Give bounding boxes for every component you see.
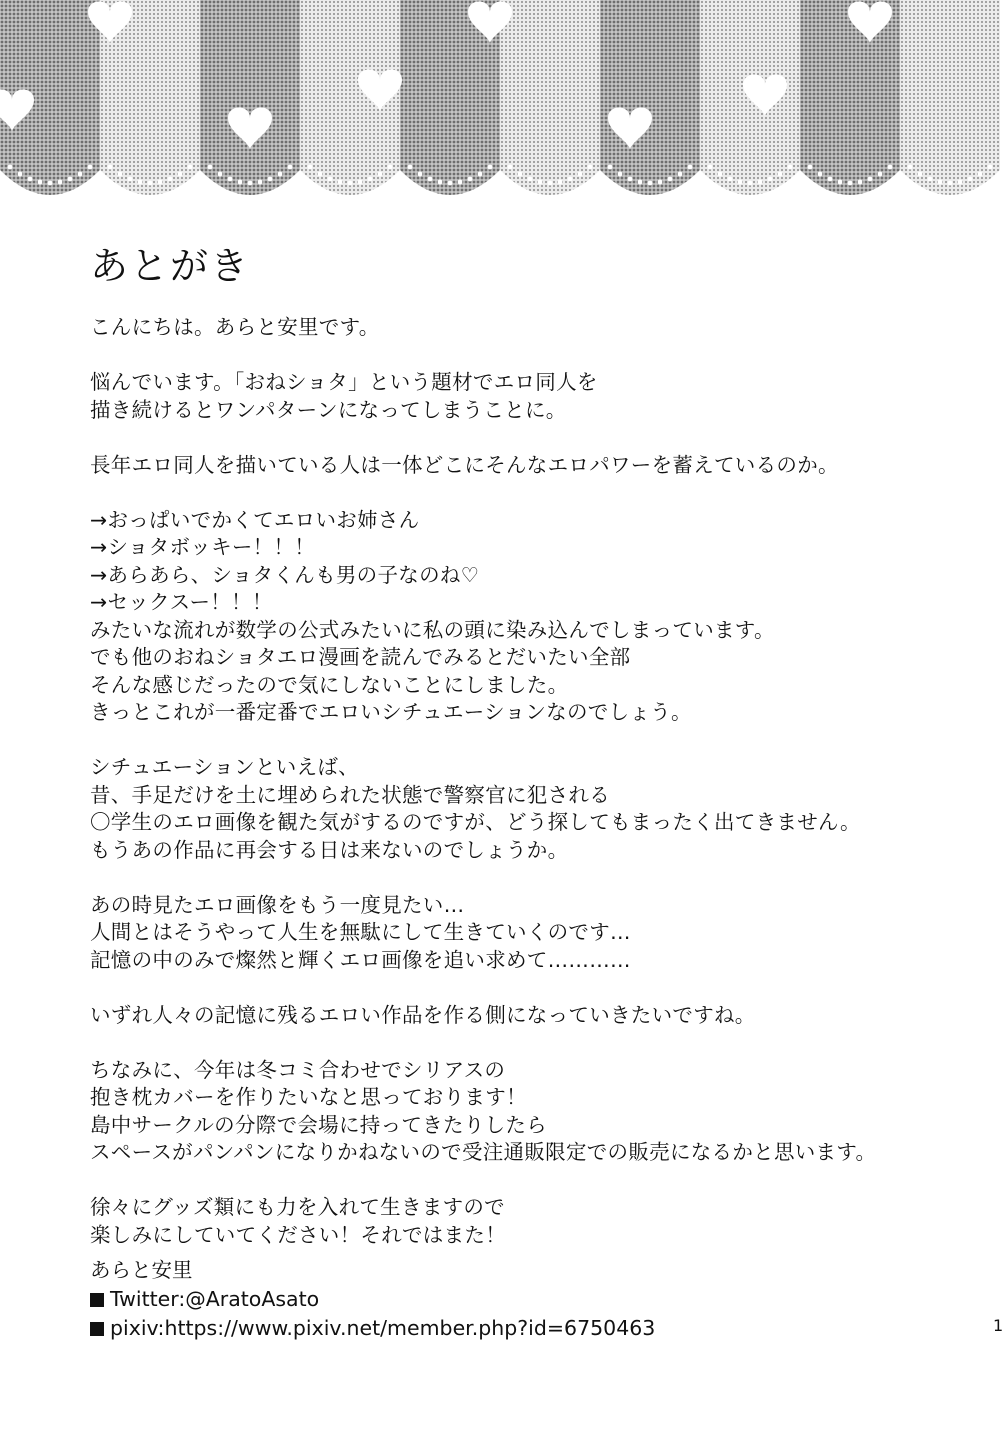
body-line: 昔、手足だけを土に埋められた状態で警察官に犯される	[90, 782, 610, 807]
scallop-dot	[528, 177, 533, 182]
scallop-dot	[448, 181, 453, 186]
page-title: あとがき	[90, 244, 251, 288]
scallop-dot	[368, 177, 373, 182]
scallop-dot	[248, 181, 253, 186]
body-line: →ショタボッキー！！！	[90, 535, 316, 559]
pixiv-line	[90, 1314, 655, 1343]
body-line: 徐々にグッズ類にも力を入れて生きますので	[90, 1195, 505, 1219]
scallop-dot	[388, 165, 393, 170]
scallop-dot	[928, 177, 933, 182]
banner-stripe	[600, 0, 700, 195]
body-line: 描き続けるとワンパターンになってしまうことに。	[90, 397, 567, 422]
scallop-dot	[888, 165, 893, 170]
scallop-dot	[28, 177, 33, 182]
scallop-dot	[328, 177, 333, 182]
body-line: 長年エロ同人を描いている人は一体どこにそんなエロパワーを蓄えているのか。	[90, 452, 839, 477]
scallop-dot	[478, 172, 483, 177]
blank-line	[90, 727, 970, 755]
banner-stripe	[200, 0, 300, 195]
scallop-dot	[218, 172, 223, 177]
scallop-dot	[628, 177, 633, 182]
scallop-dot	[578, 172, 583, 177]
body-line: 悩んでいます。「おねショタ」という題材でエロ同人を	[90, 370, 598, 394]
scallop-dot	[858, 180, 863, 185]
scallop-dot	[828, 177, 833, 182]
body-line: でも他のおねショタエロ漫画を読んでみるとだいたい全部	[90, 645, 631, 669]
scallop-dot	[728, 177, 733, 182]
banner-stripe	[900, 0, 1000, 195]
scallop-dot	[868, 177, 873, 182]
scallop-dot	[948, 181, 953, 186]
scallop-dot	[78, 172, 83, 177]
author-name: あらと安里	[90, 1258, 193, 1282]
scallop-dot	[308, 165, 313, 170]
scallop-dot	[658, 180, 663, 185]
scallop-dot	[208, 165, 213, 170]
scallop-dot	[8, 165, 13, 170]
scallop-dot	[518, 172, 523, 177]
scallop-dot	[228, 177, 233, 182]
scallop-dot	[718, 172, 723, 177]
scallop-dot	[538, 180, 543, 185]
scallop-dot	[48, 181, 53, 186]
scallop-dot	[648, 181, 653, 186]
scallop-dot	[638, 180, 643, 185]
scallop-dot	[608, 165, 613, 170]
banner-stripe	[800, 0, 900, 195]
signature-block	[90, 1256, 655, 1343]
body-line: 抱き枕カバーを作りたいなと思っております！	[90, 1085, 527, 1109]
scallop-dot	[688, 165, 693, 170]
body-line: 〇学生のエロ画像を観た気がするのですが、どう探してもまったく出てきません。	[90, 810, 861, 834]
scallop-dot	[968, 177, 973, 182]
scallop-dot	[318, 172, 323, 177]
afterword-body	[90, 314, 970, 1249]
body-line: こんにちは。あらと安里です。	[90, 315, 380, 339]
scallop-dot	[168, 177, 173, 182]
square-bullet-icon	[90, 1322, 104, 1336]
scallop-dot	[818, 172, 823, 177]
scallop-dot	[918, 172, 923, 177]
scallop-dot	[938, 180, 943, 185]
twitter-handle: Twitter:@AratoAsato	[110, 1287, 320, 1311]
scallop-dot	[188, 165, 193, 170]
scallop-dot	[238, 180, 243, 185]
scallop-dot	[618, 172, 623, 177]
scallop-dot	[668, 177, 673, 182]
scallop-dot	[838, 180, 843, 185]
scallop-dot	[358, 180, 363, 185]
blank-line	[90, 1029, 970, 1057]
scallop-dot	[348, 181, 353, 186]
body-line: あの時見たエロ画像をもう一度見たい…	[90, 892, 465, 917]
scallop-dot	[58, 180, 63, 185]
body-line: きっとこれが一番定番でエロいシチュエーションなのでしょう。	[90, 700, 692, 724]
scallop-dot	[38, 180, 43, 185]
scallop-dot	[678, 172, 683, 177]
blank-line	[90, 424, 970, 452]
scallop-dot	[748, 181, 753, 186]
body-line: 楽しみにしていてください！それではまた！	[90, 1222, 506, 1247]
scallop-dot	[148, 181, 153, 186]
body-line: →あらあら、ショタくんも男の子なのね♡	[90, 562, 480, 587]
scallop-dot	[488, 165, 493, 170]
body-line: →セックスー！！！	[90, 590, 273, 614]
scallop-dot	[258, 180, 263, 185]
scallop-dot	[118, 172, 123, 177]
blank-line	[90, 342, 970, 370]
scallop-dot	[68, 177, 73, 182]
scallop-dot	[138, 180, 143, 185]
scallop-dot	[288, 165, 293, 170]
scallop-dot	[178, 172, 183, 177]
scallop-dot	[468, 177, 473, 182]
banner-stripe	[500, 0, 600, 195]
scallop-dot	[158, 180, 163, 185]
scallop-dot	[128, 177, 133, 182]
scallop-dot	[708, 165, 713, 170]
scallop-dot	[338, 180, 343, 185]
scallop-dot	[588, 165, 593, 170]
scallop-dot	[978, 172, 983, 177]
scallop-dot	[378, 172, 383, 177]
page-number: 1	[993, 1316, 1003, 1335]
scallop-dot	[758, 180, 763, 185]
scallop-dot	[568, 177, 573, 182]
blank-line	[90, 479, 970, 507]
scallop-dot	[778, 172, 783, 177]
scallop-dot	[738, 180, 743, 185]
scallop-dot	[438, 180, 443, 185]
square-bullet-icon	[90, 1293, 104, 1307]
scallop-dot	[508, 165, 513, 170]
blank-line	[90, 974, 970, 1002]
scallop-dot	[878, 172, 883, 177]
body-line: みたいな流れが数学の公式みたいに私の頭に染み込んでしまっています。	[90, 617, 775, 642]
scallop-dot	[808, 165, 813, 170]
twitter-line	[90, 1285, 655, 1314]
decorative-banner	[0, 0, 1000, 220]
scallop-dot	[278, 172, 283, 177]
scallop-dot	[18, 172, 23, 177]
body-line: ちなみに、今年は冬コミ合わせでシリアスの	[90, 1057, 506, 1082]
scallop-dot	[88, 165, 93, 170]
blank-line	[90, 864, 970, 892]
scallop-dot	[788, 165, 793, 170]
scallop-dot	[988, 165, 993, 170]
scallop-dot	[408, 165, 413, 170]
body-line: 記憶の中のみで燦然と輝くエロ画像を追い求めて…………	[90, 947, 631, 972]
scallop-dot	[268, 177, 273, 182]
scallop-dot	[418, 172, 423, 177]
body-line: 島中サークルの分際で会場に持ってきたりしたら	[90, 1112, 547, 1137]
blank-line	[90, 1167, 970, 1195]
scallop-dot	[548, 181, 553, 186]
body-line: 人間とはそうやって人生を無駄にして生きていくのです…	[90, 920, 631, 944]
scallop-dot	[428, 177, 433, 182]
scallop-dot	[108, 165, 113, 170]
scallop-dot	[458, 180, 463, 185]
body-line: もうあの作品に再会する日は来ないのでしょうか。	[90, 837, 569, 862]
body-line: いずれ人々の記憶に残るエロい作品を作る側になっていきたいですね。	[90, 1002, 756, 1027]
pixiv-url: pixiv:https://www.pixiv.net/member.php?id=6750463	[110, 1316, 656, 1340]
body-line: そんな感じだったので気にしないことにしました。	[90, 672, 569, 697]
scallop-dot	[768, 177, 773, 182]
body-line: →おっぱいでかくてエロいお姉さん	[90, 507, 420, 532]
scallop-dot	[908, 165, 913, 170]
body-line: スペースがパンパンになりかねないので受注通販限定での販売になるかと思います。	[90, 1140, 877, 1164]
scallop-dot	[558, 180, 563, 185]
scallop-dot	[958, 180, 963, 185]
body-line: シチュエーションといえば、	[90, 755, 359, 779]
scallop-dot	[848, 181, 853, 186]
